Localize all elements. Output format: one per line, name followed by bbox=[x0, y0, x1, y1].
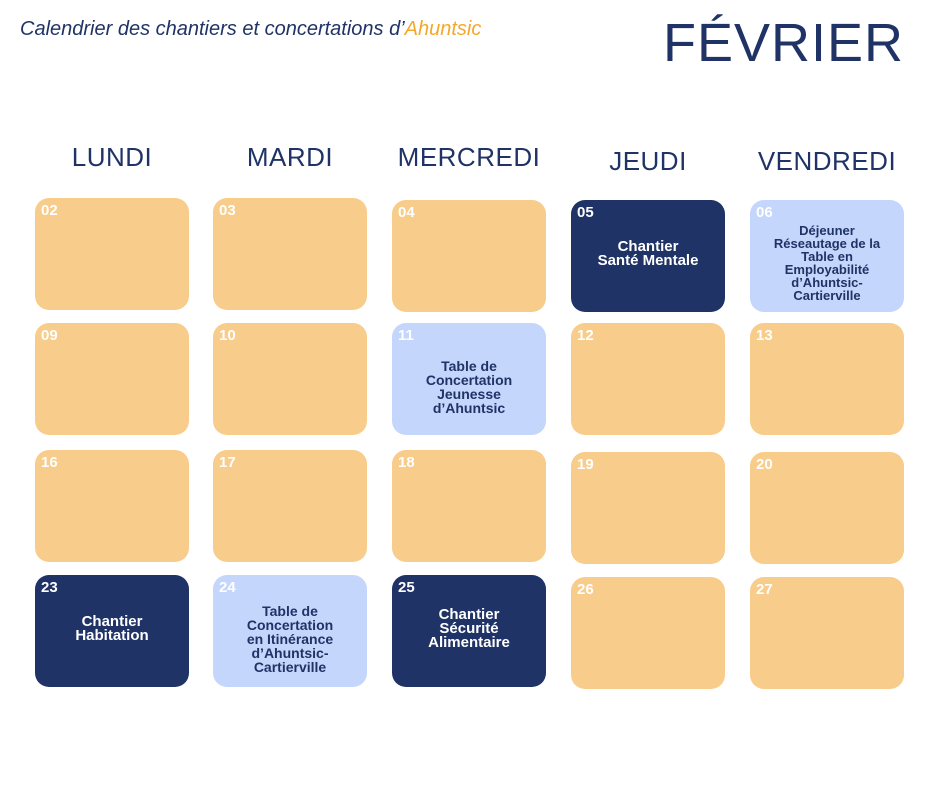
day-card-06 bbox=[750, 200, 904, 312]
day-card-24 bbox=[213, 575, 367, 687]
day-number: 19 bbox=[577, 456, 594, 473]
weekday-jeudi: JEUDI bbox=[609, 146, 687, 176]
day-card-04 bbox=[392, 200, 546, 312]
day-number: 23 bbox=[41, 579, 58, 596]
subtitle-accent: Ahuntsic bbox=[404, 18, 482, 40]
day-card-10 bbox=[213, 323, 367, 435]
day-card-11 bbox=[392, 323, 546, 435]
day-card-16 bbox=[35, 450, 189, 562]
day-number: 17 bbox=[219, 454, 236, 471]
event-label: Chantier Santé Mentale bbox=[597, 238, 699, 269]
weekday-lundi: LUNDI bbox=[71, 142, 153, 172]
weekday-mercredi: MERCREDI bbox=[397, 142, 541, 172]
event-label: Table de Concertation Jeunesse d’Ahuntsic bbox=[425, 358, 513, 416]
day-card-09 bbox=[35, 323, 189, 435]
day-card-20 bbox=[750, 452, 904, 564]
day-number: 13 bbox=[756, 327, 773, 344]
day-number: 27 bbox=[756, 581, 773, 598]
day-number: 24 bbox=[219, 579, 236, 596]
day-card-18 bbox=[392, 450, 546, 562]
day-card-13 bbox=[750, 323, 904, 435]
day-number: 16 bbox=[41, 454, 58, 471]
day-number: 10 bbox=[219, 327, 236, 344]
day-number: 04 bbox=[398, 204, 415, 221]
event-label: Chantier Habitation bbox=[75, 613, 149, 644]
day-number: 12 bbox=[577, 327, 594, 344]
day-number: 11 bbox=[398, 327, 414, 344]
day-card-23 bbox=[35, 575, 189, 687]
event-label: Table de Concertation en Itinérance d’Ahuntsic- Cartierville bbox=[246, 603, 334, 675]
day-number: 03 bbox=[219, 202, 236, 219]
day-number: 02 bbox=[41, 202, 58, 219]
weekday-vendredi: VENDREDI bbox=[757, 146, 897, 176]
day-number: 09 bbox=[41, 327, 58, 344]
day-number: 26 bbox=[577, 581, 594, 598]
month-title: FÉVRIER bbox=[662, 13, 904, 73]
day-card-12 bbox=[571, 323, 725, 435]
day-number: 20 bbox=[756, 456, 773, 473]
subtitle-text: Calendrier des chantiers et concertations d’ bbox=[20, 18, 405, 40]
weekday-mardi: MARDI bbox=[246, 142, 334, 172]
day-card-19 bbox=[571, 452, 725, 564]
day-card-17 bbox=[213, 450, 367, 562]
day-card-25 bbox=[392, 575, 546, 687]
day-number: 06 bbox=[756, 204, 773, 221]
day-card-02 bbox=[35, 198, 189, 310]
day-card-03 bbox=[213, 198, 367, 310]
day-card-05 bbox=[571, 200, 725, 312]
day-card-26 bbox=[571, 577, 725, 689]
day-card-27 bbox=[750, 577, 904, 689]
day-number: 25 bbox=[398, 579, 415, 596]
event-label: Chantier Sécurité Alimentaire bbox=[428, 606, 510, 651]
event-label: Déjeuner Réseautage de la Table en Employabilité d’Ahuntsic- Cartierville bbox=[773, 223, 881, 303]
calendar-subtitle bbox=[20, 18, 481, 41]
day-number: 18 bbox=[398, 454, 415, 471]
day-number: 05 bbox=[577, 204, 594, 221]
